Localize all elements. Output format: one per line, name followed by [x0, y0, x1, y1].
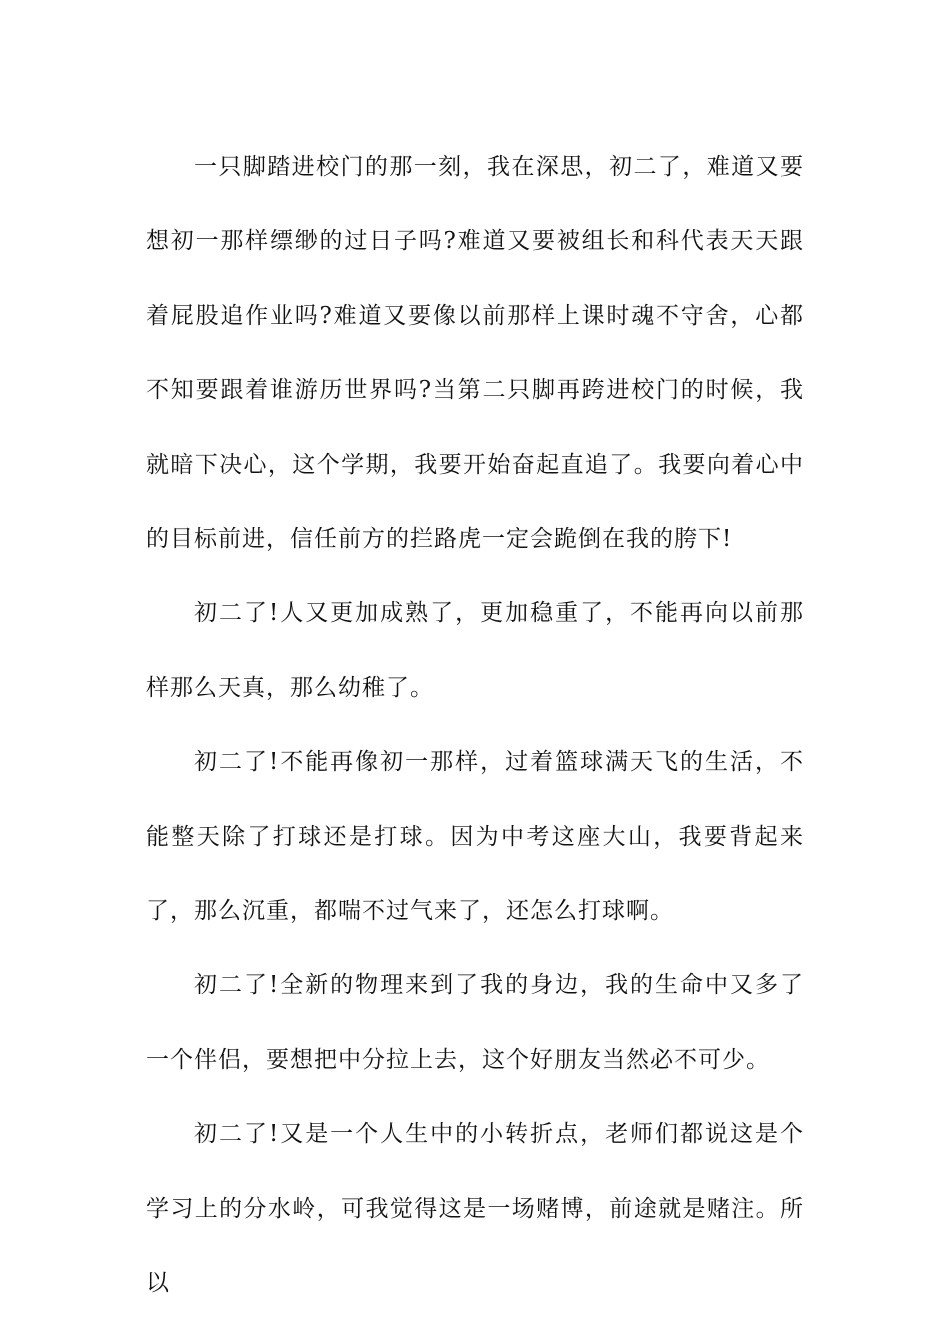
paragraph-1: 一只脚踏进校门的那一刻，我在深思，初二了，难道又要想初一那样缥缈的过日子吗?难道又要被组长和科代表天天跟着屁股追作业吗?难道又要像以前那样上课时魂不守舍，心都不知要跟着谁游历世界吗?当第二只脚再跨进校门的时候，我就暗下决心，这个学期，我要开始奋起直追了。我要向着心中的目标前进，信任前方的拦路虎一定会跪倒在我的胯下! [146, 154, 804, 553]
paragraph-5: 初二了!又是一个人生中的小转折点，老师们都说这是个学习上的分水岭，可我觉得这是一场赌博，前途就是赌注。所以 [146, 1121, 804, 1297]
document-body [146, 130, 804, 1321]
paragraph-3: 初二了!不能再像初一那样，过着篮球满天飞的生活，不能整天除了打球还是打球。因为中考这座大山，我要背起来了，那么沉重，都喘不过气来了，还怎么打球啊。 [146, 749, 804, 925]
paragraph-4: 初二了!全新的物理来到了我的身边，我的生命中又多了一个伴侣，要想把中分拉上去，这个好朋友当然必不可少。 [146, 972, 804, 1073]
paragraph-2: 初二了!人又更加成熟了，更加稳重了，不能再向以前那样那么天真，那么幼稚了。 [146, 600, 804, 701]
